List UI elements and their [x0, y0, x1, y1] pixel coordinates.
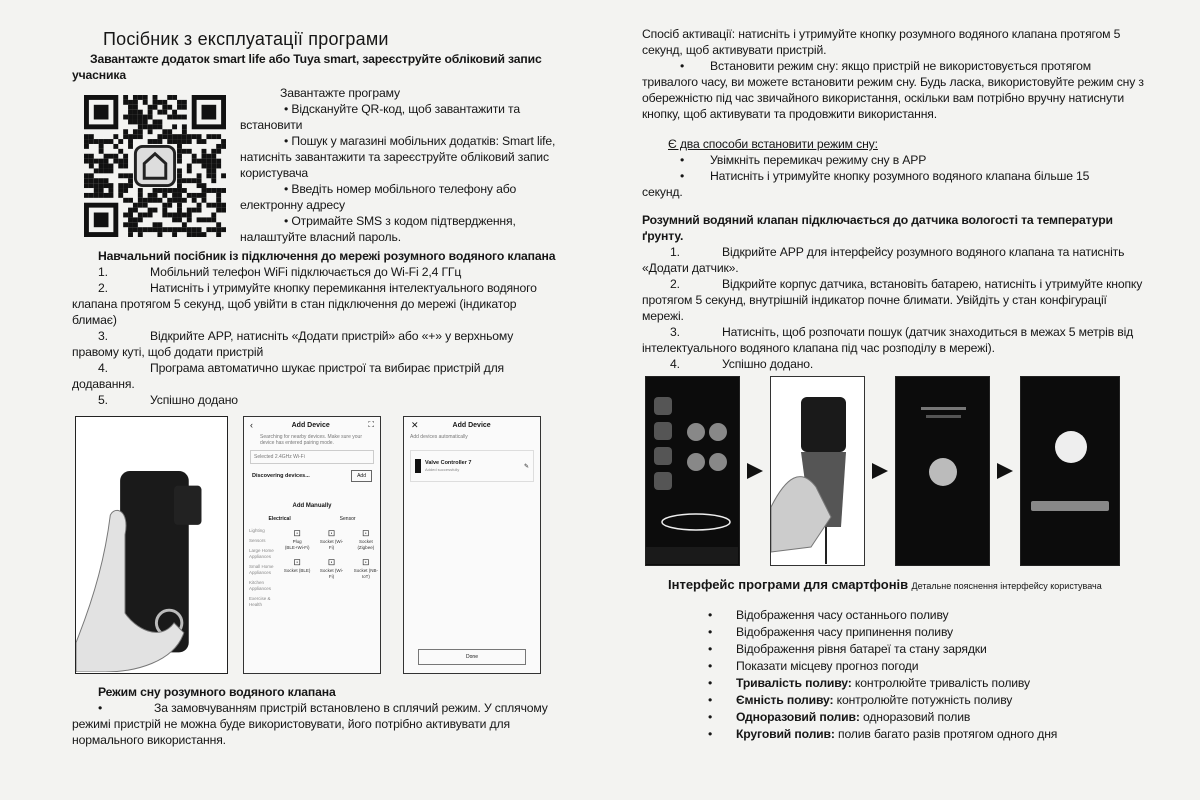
searching-text: Searching for nearby devices. Make sure your device has entered pairing mode.	[260, 434, 362, 446]
list-item: • Показати місцеву прогноз погоди	[708, 659, 919, 673]
category: Kitchen Appliances	[249, 580, 272, 591]
discovering-text: Discovering devices...	[252, 472, 310, 479]
list-item: • Відображення рівня батареї та стану зарядки	[708, 642, 987, 656]
step: 3. Відкрийте APP, натисніть «Додати пристрій» або «+» у верхньому правому куті, щоб додати пристрій	[72, 329, 514, 359]
device-card	[410, 450, 534, 482]
activation-text: Спосіб активації: натисніть і утримуйте кнопку розумного водяного клапана протягом 5 секунд, щоб активувати пристрій.	[642, 27, 1121, 57]
device-status: Added successfully	[425, 467, 460, 472]
qr-code-with-home-icon	[84, 95, 226, 237]
socket-icon: ⊡	[293, 557, 301, 567]
list-item: • Відображення часу останнього поливу	[708, 608, 949, 622]
found-hint: Add devices automatically	[410, 434, 468, 440]
socket-icon: ⊡	[327, 557, 336, 567]
add-button: Add	[351, 470, 372, 482]
tab-electrical: Electrical	[268, 516, 291, 522]
download-item: • Відскануйте QR-код, щоб завантажити та встановити	[240, 102, 520, 132]
sleep-set-text: • Встановити режим сну: якщо пристрій не використовується протягом тривалого часу, ви можете встановити режим сну. Будь ласка, використовуйте режим сну з обережністю під час звичайного використання, оскільки вам потрібно вручну натиснути кнопку, щоб активувати та продовжити використання.	[642, 59, 1144, 121]
device-tile: ⊡ Socket (Zigbee)	[352, 528, 380, 551]
list-item: • Ємність поливу: контролюйте потужність поливу	[708, 693, 1013, 707]
two-ways-item: • Натисніть і утримуйте кнопку розумного водяного клапана більше 15 секунд.	[642, 169, 1090, 199]
interface-heading: Інтерфейс програми для смартфонів Детальне пояснення інтерфейсу користувача	[668, 577, 1102, 592]
hand-holding-valve-photo	[75, 416, 228, 674]
qr-code	[84, 95, 226, 237]
list-item: • Відображення часу припинення поливу	[708, 625, 953, 639]
edit-icon: ✎	[523, 463, 529, 470]
download-section	[72, 85, 562, 245]
category: Large Home Appliances	[249, 548, 274, 559]
wifi-field: Selected 2.4GHz Wi-Fi	[250, 450, 374, 464]
app-main-screen	[645, 376, 740, 566]
two-ways-heading: Є два способи встановити режим сну:	[668, 137, 878, 151]
device-tile: ⊡ Socket (Wi-Fi)	[317, 528, 345, 551]
device-tile: ⊡ Socket (NB-IoT)	[352, 557, 380, 580]
add-device-screen	[243, 416, 381, 674]
subtitle: Завантажте додаток smart life або Tuya smart, зареєструйте обліковий запис учасника	[72, 52, 542, 82]
valve-icon	[415, 459, 421, 473]
right-column	[642, 26, 1147, 743]
download-item: • Пошук у магазині мобільних додатків: Smart life, натисніть завантажити та зареєструйте обліковий запис користувача	[240, 134, 556, 180]
two-ways-item: • Увімкніть перемикач режиму сну в APP	[680, 153, 927, 167]
done-button: Done	[418, 649, 526, 665]
step: 4. Програма автоматично шукає пристрої та вибирає пристрій для додавання.	[72, 361, 504, 391]
interface-features-list	[708, 607, 1147, 743]
sensor-steps	[642, 244, 1147, 372]
arrow-right-icon	[872, 463, 888, 479]
sensor-heading: Розумний водяний клапан підключається до датчика вологості та температури ґрунту.	[642, 213, 1113, 243]
category: Sensors	[249, 538, 266, 543]
download-list	[240, 85, 558, 245]
socket-icon: ⊡	[327, 528, 336, 538]
left-column	[72, 28, 562, 748]
device-tile: ⊡ Plug (BLE+Wi-Fi)	[284, 528, 310, 550]
category: Exercise & Health	[249, 596, 271, 607]
sleep-heading: Режим сну розумного водяного клапана	[98, 685, 336, 699]
step: 3. Натисніть, щоб розпочати пошук (датчик знаходиться в межах 5 метрів від інтелектуального водяного клапана під час розподілу в мережі).	[642, 325, 1134, 355]
sensor-photo	[770, 376, 865, 566]
pairing-screen	[895, 376, 990, 566]
network-heading: Навчальний посібник із підключення до мережі розумного водяного клапана	[98, 249, 556, 263]
socket-icon: ⊡	[362, 557, 370, 567]
arrow-right-icon	[997, 463, 1013, 479]
screen-title: Add Device	[291, 421, 330, 429]
device-added-screen	[403, 416, 541, 674]
close-icon: ✕	[411, 420, 419, 430]
screen-title: Add Device	[452, 421, 491, 429]
category: Lighting	[249, 528, 265, 533]
download-item: • Отримайте SMS з кодом підтвердження, налаштуйте власний пароль.	[240, 214, 516, 244]
step: 4. Успішно додано.	[670, 357, 814, 371]
back-icon: ‹	[250, 420, 253, 430]
network-steps	[72, 264, 562, 408]
step: 2. Натисніть і утримуйте кнопку перемикання інтелектуального водяного клапана протягом 5 секунд, щоб увійти в стан підключення до мережі (індикатор блимає)	[72, 281, 537, 327]
page-title: Посібник з експлуатації програми	[103, 29, 389, 49]
device-tile: ⊡ Socket (BLE)	[283, 557, 311, 573]
device-tile: ⊡ Socket (Wi-Fi)	[317, 557, 345, 580]
category: Small Home Appliances	[249, 564, 274, 575]
step: 1. Відкрийте APP для інтерфейсу розумного водяного клапана та натисніть «Додати датчик».	[642, 245, 1125, 275]
step: 2. Відкрийте корпус датчика, встановіть батарею, натисніть і утримуйте кнопку протягом 5 секунд, внутрішній індикатор почне блимати. Увійдіть у стан конфігурації мережі.	[642, 277, 1143, 323]
device-name: Valve Controller 7	[425, 460, 472, 466]
tab-sensor: Sensor	[339, 516, 356, 522]
network-images	[72, 416, 562, 674]
step: 5. Успішно додано	[98, 393, 238, 407]
added-screen	[1020, 376, 1120, 566]
download-heading: Завантажте програму	[280, 86, 400, 100]
socket-icon: ⊡	[362, 528, 370, 538]
step: 1. Мобільний телефон WiFi підключається до Wi-Fi 2,4 ГГц	[98, 265, 462, 279]
download-item: • Введіть номер мобільного телефону або електронну адресу	[240, 182, 517, 212]
list-item: • Тривалість поливу: контролюйте тривалість поливу	[708, 676, 1030, 690]
socket-icon: ⊡	[293, 528, 301, 538]
arrow-right-icon	[747, 463, 763, 479]
scan-icon: ⛶	[368, 420, 374, 429]
sleep-text: • За замовчуванням пристрій встановлено в сплячий режим. У сплячому режимі пристрій не можна буде використовувати, його потрібно активувати для нормального використання.	[72, 701, 548, 747]
list-item: • Круговий полив: полив багато разів протягом одного дня	[708, 727, 1058, 741]
sensor-images	[645, 376, 1147, 566]
list-item: • Одноразовий полив: одноразовий полив	[708, 710, 971, 724]
add-manually: Add Manually	[292, 503, 332, 509]
